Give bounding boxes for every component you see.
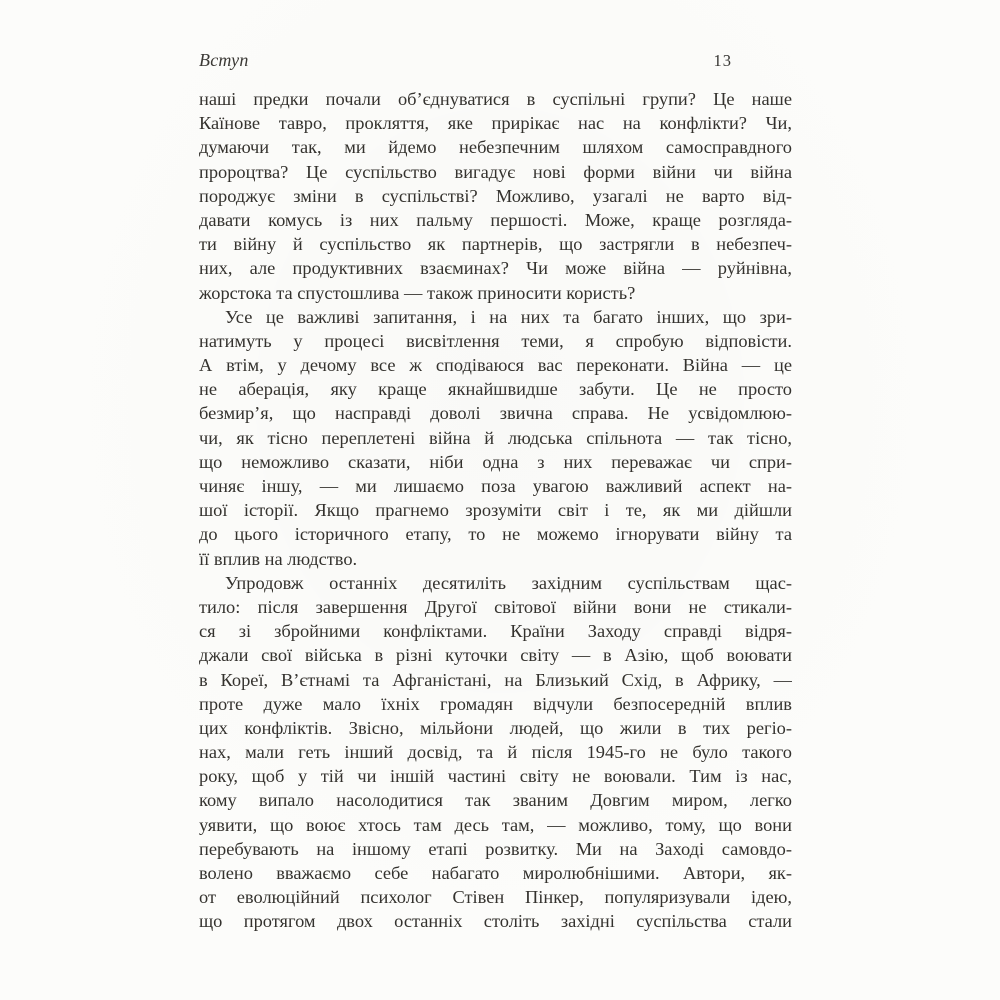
text-line: цих конфліктів. Звісно, мільйони людей, що жили в тих регіо- bbox=[199, 717, 792, 738]
text-line: Упродовж останніх десятиліть західним суспільствам щас- bbox=[225, 572, 792, 593]
text-line: породжує зміни в суспільстві? Можливо, узагалі не варто від- bbox=[199, 185, 792, 206]
text-line: ся зі збройними конфліктами. Країни Заходу справді відря- bbox=[199, 621, 792, 642]
text-line: що неможливо сказати, ніби одна з них переважає чи спри- bbox=[199, 451, 792, 472]
text-line: Усе це важливі запитання, і на них та багато інших, що зри- bbox=[225, 306, 792, 327]
text-line: тило: після завершення Другої світової війни вони не стикали- bbox=[199, 596, 792, 617]
text-line: в Кореї, В’єтнамі та Афганістані, на Близький Схід, в Африку, — bbox=[199, 669, 792, 690]
text-line: уявити, що воює хтось там десь там, — можливо, тому, що вони bbox=[199, 814, 792, 835]
text-line: пророцтва? Це суспільство вигадує нові форми війни чи війна bbox=[199, 161, 792, 182]
text-line: її вплив на людство. bbox=[199, 548, 358, 569]
text-line: проте дуже мало їхніх громадян відчули безпосередній вплив bbox=[199, 693, 792, 714]
text-line: джали свої війська в різні куточки світу — в Азію, щоб воювати bbox=[199, 645, 792, 666]
text-line: чи, як тісно переплетені війна й людська спільнота — так тісно, bbox=[199, 427, 792, 448]
text-line: не аберація, яку краще якнайшвидше забути. Це не просто bbox=[199, 379, 792, 400]
paragraph bbox=[199, 87, 792, 305]
page-header bbox=[199, 50, 792, 72]
text-line: давати комусь із них пальму першості. Може, краще розгляда- bbox=[199, 209, 792, 230]
body-text bbox=[199, 87, 792, 934]
text-line: шої історії. Якщо прагнемо зрозуміти світ і те, як ми дійшли bbox=[199, 500, 792, 521]
text-line: безмир’я, що насправді доволі звична справа. Не усвідомлюю- bbox=[199, 403, 792, 424]
text-line: Каїнове тавро, прокляття, яке прирікає нас на конфлікти? Чи, bbox=[199, 113, 792, 134]
text-line: волено вважаємо себе набагато миролюбнішими. Автори, як- bbox=[199, 863, 792, 883]
text-line: року, щоб у тій чи іншій частині світу не воювали. Тим із нас, bbox=[199, 766, 792, 787]
text-line: що протягом двох останніх століть західні суспільства стали bbox=[199, 911, 792, 932]
page-number: 13 bbox=[713, 51, 732, 70]
text-line: натимуть у процесі висвітлення теми, я спробую відповісти. bbox=[199, 330, 792, 351]
text-line: А втім, у дечому все ж сподіваюся вас переконати. Війна — це bbox=[199, 355, 792, 376]
text-line: думаючи так, ми йдемо небезпечним шляхом самосправдного bbox=[199, 137, 792, 158]
text-line: перебувають на іншому етапі розвитку. Ми на Заході самовдо- bbox=[199, 838, 792, 859]
paragraph bbox=[199, 305, 792, 571]
text-line: нах, мали геть інший досвід, та й після 1945-го не було такого bbox=[199, 742, 792, 763]
text-line: наші предки почали об’єднуватися в суспільні групи? Це наше bbox=[199, 89, 792, 109]
running-title: Вступ bbox=[199, 50, 249, 70]
text-line: от еволюційний психолог Стівен Пінкер, популяризували ідею, bbox=[199, 887, 792, 908]
page-content bbox=[199, 50, 792, 934]
paragraph bbox=[199, 571, 792, 934]
text-line: кому випало насолодитися так званим Довгим миром, легко bbox=[199, 790, 792, 811]
text-line: чиняє іншу, — ми лишаємо поза увагою важливий аспект на- bbox=[199, 476, 792, 496]
text-line: до цього історичного етапу, то не можемо ігнорувати війну та bbox=[199, 524, 792, 545]
text-line: них, але продуктивних взаєминах? Чи може війна — руйнівна, bbox=[199, 258, 792, 279]
text-line: жорстока та спустошлива — також приносити користь? bbox=[199, 282, 636, 303]
text-line: ти війну й суспільство як партнерів, що застрягли в небезпеч- bbox=[199, 234, 792, 255]
